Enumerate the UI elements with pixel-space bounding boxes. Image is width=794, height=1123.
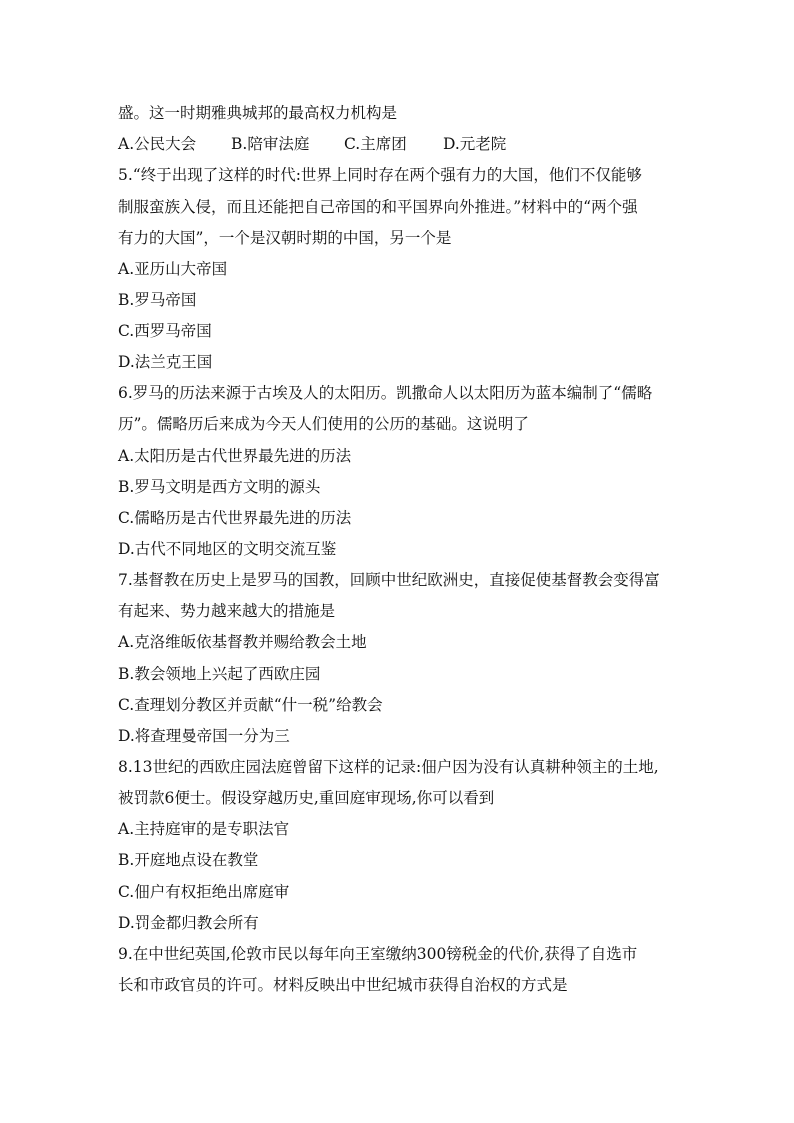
question-7-line-2: 有起来、势力越来越大的措施是 (118, 602, 336, 620)
question-7-line-1: 7.基督教在历史上是罗马的国教，回顾中世纪欧洲史，直接促使基督教会变得富 (118, 571, 660, 589)
question-7-option-b: B.教会领地上兴起了西欧庄园 (118, 665, 321, 683)
question-5-line-1: 5.“终于出现了这样的时代:世界上同时存在两个强有力的大国，他们不仅能够 (118, 166, 642, 184)
option-c: C.主席团 (344, 135, 407, 153)
question-6-option-d: D.古代不同地区的文明交流互鉴 (118, 540, 337, 558)
question-5-option-d: D.法兰克王国 (118, 353, 213, 371)
question-5-line-3: 有力的大国”，一个是汉朝时期的中国，另一个是 (118, 229, 452, 247)
question-4-options (118, 134, 506, 154)
question-8-option-b: B.开庭地点设在教堂 (118, 851, 259, 869)
question-7-option-a: A.克洛维皈依基督教并赐给教会土地 (118, 633, 367, 651)
option-b: B.陪审法庭 (231, 135, 310, 153)
question-6-option-b: B.罗马文明是西方文明的源头 (118, 478, 321, 496)
question-4-stem-end: 盛。这一时期雅典城邦的最高权力机构是 (118, 104, 398, 122)
question-9-line-1: 9.在中世纪英国,伦敦市民以每年向王室缴纳300镑税金的代价,获得了自选市 (118, 945, 638, 963)
question-5-option-c: C.西罗马帝国 (118, 322, 212, 340)
question-6-line-2: 历”。儒略历后来成为今天人们使用的公历的基础。这说明了 (118, 415, 529, 433)
question-6-option-c: C.儒略历是古代世界最先进的历法 (118, 509, 352, 527)
question-8-option-a: A.主持庭审的是专职法官 (118, 820, 290, 838)
option-a: A.公民大会 (118, 135, 197, 153)
question-9-line-2: 长和市政官员的许可。材料反映出中世纪城市获得自治权的方式是 (118, 976, 568, 994)
question-8-option-d: D.罚金都归教会所有 (118, 914, 259, 932)
question-7-option-c: C.查理划分教区并贡献“什一税”给教会 (118, 696, 383, 714)
question-8-line-1: 8.13世纪的西欧庄园法庭曾留下这样的记录:佃户因为没有认真耕种领主的土地, (118, 758, 659, 776)
question-5-option-a: A.亚历山大帝国 (118, 260, 228, 278)
question-5-line-2: 制服蛮族入侵，而且还能把自己帝国的和平国界向外推进。”材料中的“两个强 (118, 198, 638, 216)
question-6-line-1: 6.罗马的历法来源于古埃及人的太阳历。凯撒命人以太阳历为蓝本编制了“儒略 (118, 384, 653, 402)
question-5-option-b: B.罗马帝国 (118, 291, 197, 309)
question-8-line-2: 被罚款6便士。假设穿越历史,重回庭审现场,你可以看到 (118, 789, 495, 807)
question-7-option-d: D.将查理曼帝国一分为三 (118, 727, 290, 745)
question-8-option-c: C.佃户有权拒绝出席庭审 (118, 883, 290, 901)
question-6-option-a: A.太阳历是古代世界最先进的历法 (118, 447, 352, 465)
option-d: D.元老院 (443, 135, 507, 153)
